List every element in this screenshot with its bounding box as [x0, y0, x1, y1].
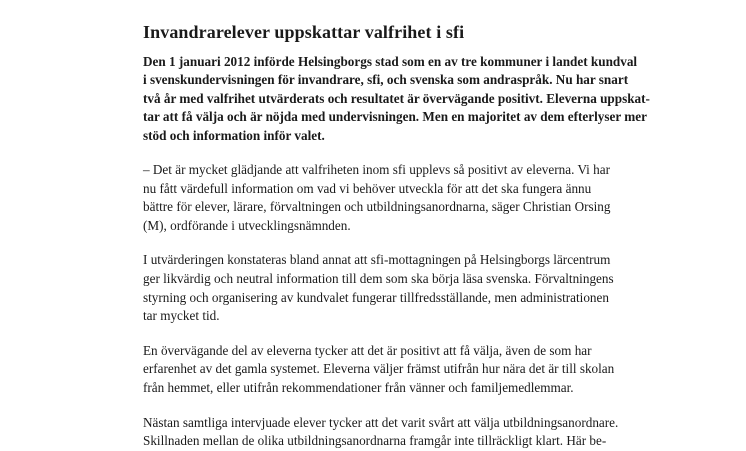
paragraph-difficulty	[143, 414, 619, 451]
paragraph-line: (M), ordförande i utvecklingsnämnden.	[143, 217, 351, 233]
article-ingress	[143, 53, 650, 145]
paragraph-line: styrning och organisering av kundvalet fungerar tillfredsställande, men administrationen	[143, 289, 609, 305]
ingress-line: stöd och information inför valet.	[143, 127, 325, 143]
ingress-line: i svenskundervisningen för invandrare, sfi, och svenska som andraspråk. Nu har snart	[143, 72, 629, 88]
paragraph-evaluation	[143, 251, 613, 325]
document-page	[143, 21, 650, 451]
paragraph-quote	[143, 161, 613, 235]
ingress-line: Den 1 januari 2012 införde Helsingborgs stad som en av tre kommuner i landet kundval	[143, 54, 638, 69]
paragraph-line: erfarenhet av det gamla systemet. Eleverna väljer främst utifrån hur nära det är till skolan	[143, 361, 615, 377]
paragraph-line: I utvärderingen konstateras bland annat att sfi-mottagningen på Helsingborgs lärcentrum	[143, 252, 611, 268]
ingress-line: tar att få välja och är nöjda med undervisningen. Men en majoritet av dem efterlyser mer	[143, 109, 647, 125]
article-headline: Invandrarelever uppskattar valfrihet i sfi	[143, 22, 465, 42]
paragraph-line: nu fått värdefull information om vad vi behöver utveckla för att det ska fungera ännu	[143, 180, 592, 196]
ingress-line: två år med valfrihet utvärderats och resultatet är övervägande positivt. Eleverna uppskat-	[143, 90, 650, 106]
paragraph-line: Nästan samtliga intervjuade elever tycker att det varit svårt att välja utbildningsanordnare.	[143, 414, 619, 430]
paragraph-line: från hemmet, eller utifrån rekommendationer från vänner och familjemedlemmar.	[143, 379, 574, 395]
paragraph-line: – Det är mycket glädjande att valfriheten inom sfi upplevs så positivt av eleverna. Vi har	[143, 162, 610, 178]
paragraph-line: En övervägande del av eleverna tycker att det är positivt att få välja, även de som har	[143, 342, 592, 358]
paragraph-line: tar mycket tid.	[143, 308, 220, 324]
paragraph-students-choice	[143, 342, 613, 398]
paragraph-line: Skillnaden mellan de olika utbildningsanordnarna framgår inte tillräckligt klart. Här be-	[143, 433, 607, 449]
paragraph-line: ger likvärdig och neutral information till dem som ska börja läsa svenska. Förvaltningens	[143, 271, 614, 286]
paragraph-line: bättre för elever, lärare, förvaltningen och utbildningsanordnarna, säger Christian Orsing	[143, 199, 611, 215]
